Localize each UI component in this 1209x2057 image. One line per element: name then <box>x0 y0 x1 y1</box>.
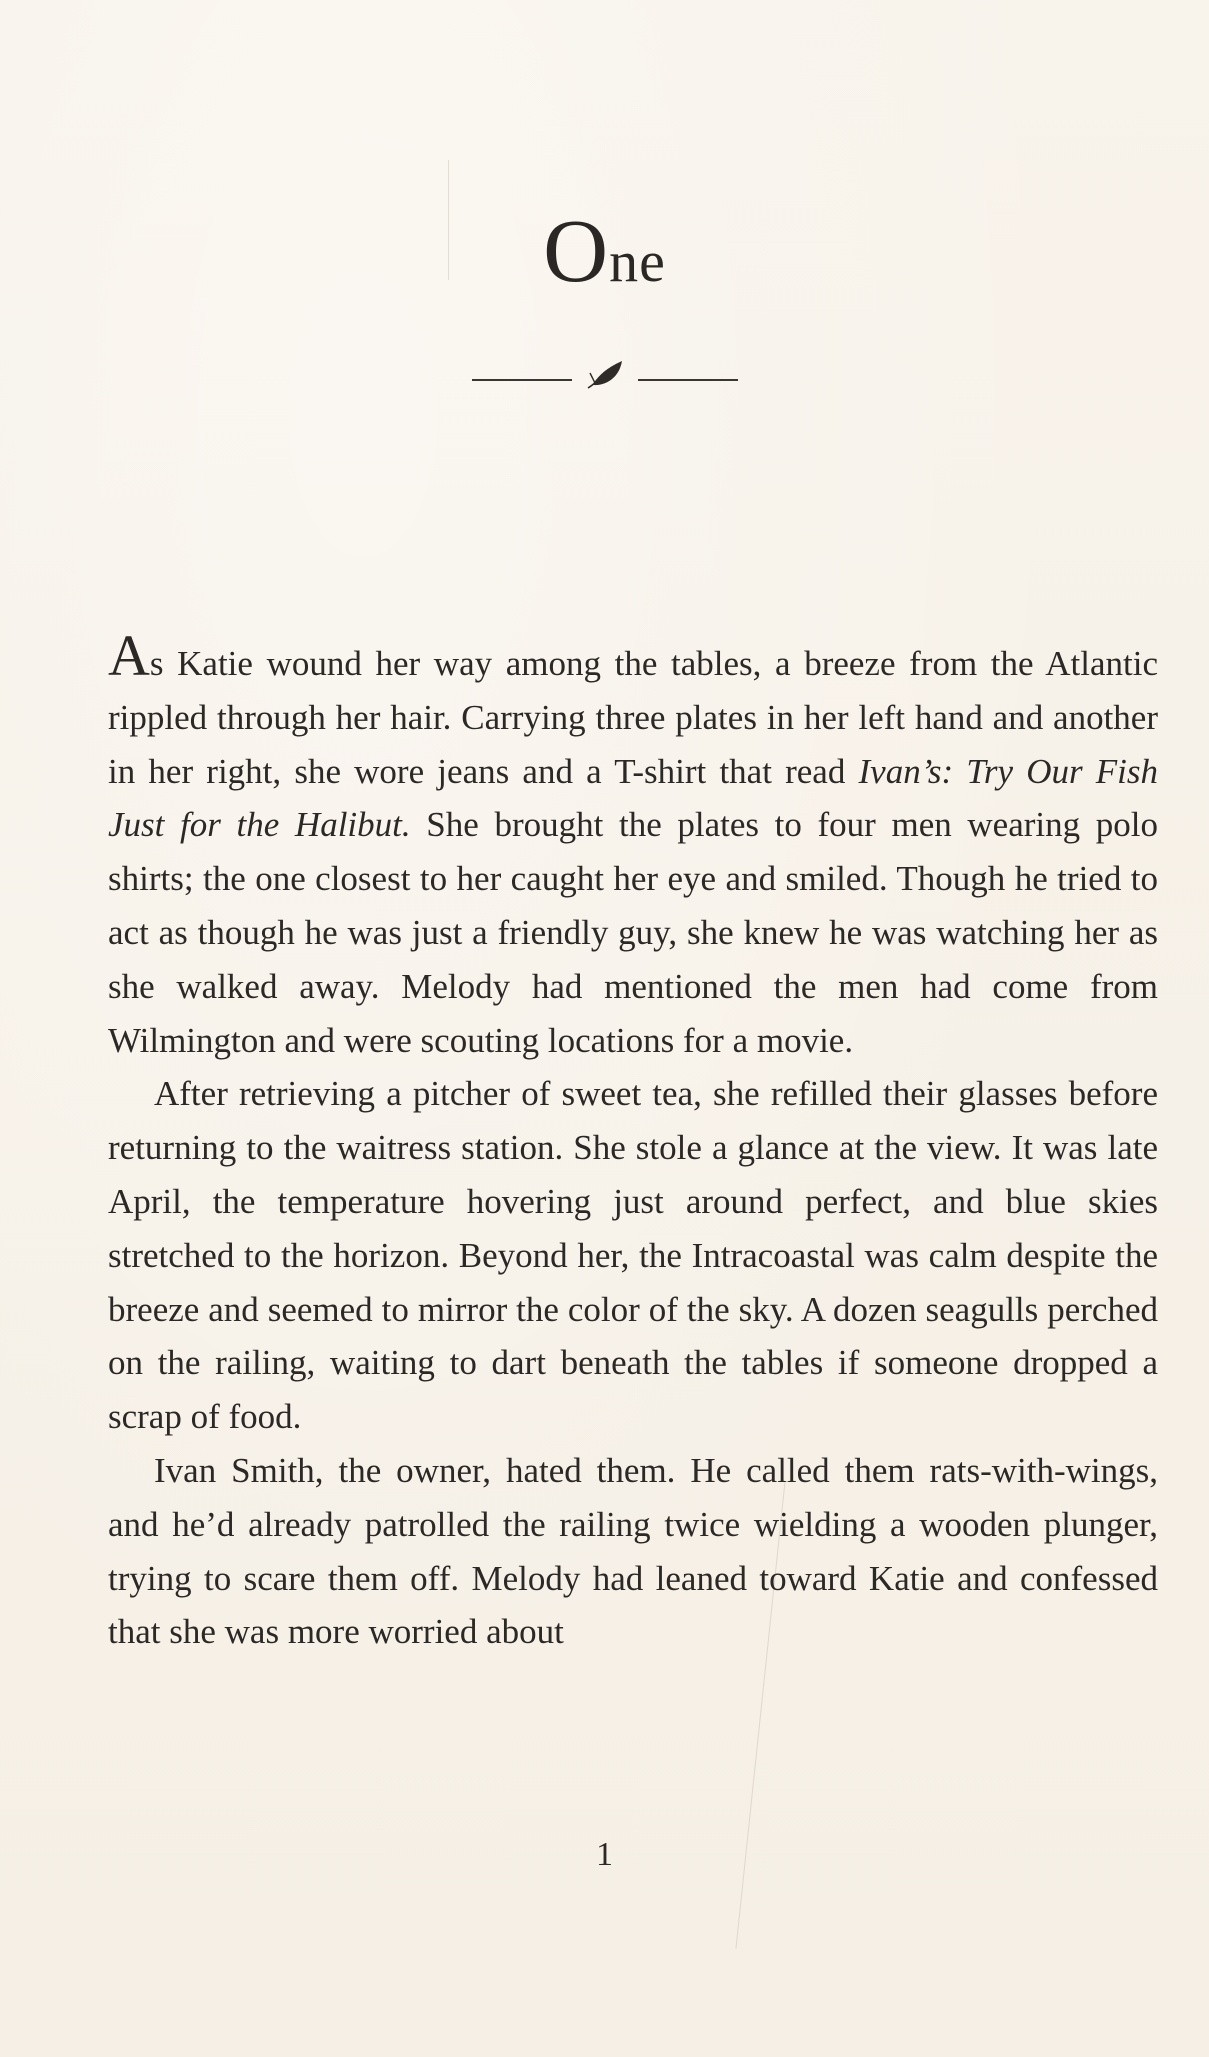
paragraph-1-italic: Ivan’s: Try Our Fish Just for the Halibut. <box>108 751 1159 845</box>
chapter-body <box>108 623 1159 1659</box>
chapter-ornament <box>0 355 1209 395</box>
ornament-rule-left <box>472 379 572 381</box>
leaf-icon <box>582 355 628 396</box>
paragraph-1-text-start: s Katie wound her way among the tables, a breeze from the Atlantic rippled through her hair. Carrying three plates in her left hand and another in her right, she wore jeans and a T-shirt that read <box>108 644 1158 791</box>
chapter-title-initial: O <box>543 202 610 301</box>
ornament-rule-right <box>638 379 738 381</box>
paragraph-2: After retrieving a pitcher of sweet tea, she refilled their glasses before returning to the waitress station. She stole a glance at the view. It was late April, the temperature hovering just around perfect, and blue skies stretched to the horizon. Beyond her, the Intracoastal was calm despite the breeze and seemed to mirror the color of the sky. A dozen seagulls perched on the railing, waiting to dart beneath the tables if someone dropped a scrap of food. <box>108 1074 1158 1437</box>
paragraph-1-text-end: She brought the plates to four men wearing polo shirts; the one closest to her caught her eye and smiled. Though he tried to act as though he was just a friendly guy, she knew he was watching her as she walked away. Melody had mentioned the men had come from Wilmington and were scouting locations for a movie. <box>108 805 1158 1060</box>
drop-cap: A <box>108 623 150 688</box>
chapter-title <box>0 200 1209 303</box>
paragraph-3: Ivan Smith, the owner, hated them. He called them rats-with-wings, and he’d already patrolled the railing twice wielding a wooden plunger, trying to scare them off. Melody had leaned toward Katie and confessed that she was more worried about <box>108 1450 1158 1652</box>
paragraph-1 <box>108 623 1159 1067</box>
chapter-title-rest: ne <box>609 229 666 294</box>
page-number: 1 <box>596 1836 613 1873</box>
